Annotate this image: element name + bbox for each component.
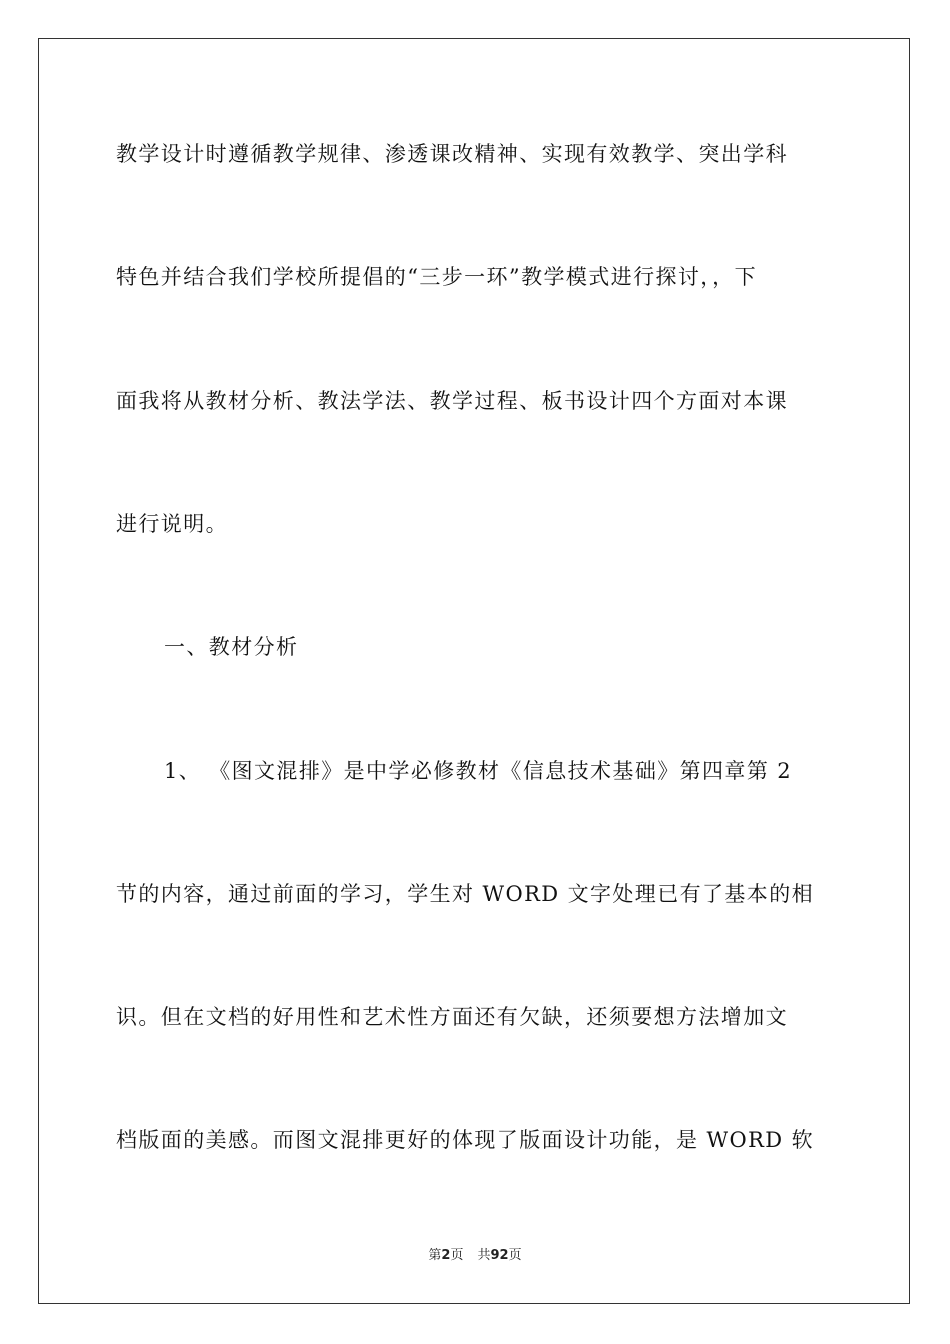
total-unit: 页 <box>508 1248 522 1263</box>
total-prefix: 共 <box>477 1248 491 1263</box>
body-line-6: 1、 《图文混排》是中学必修教材《信息技术基础》第四章第 2 <box>164 759 793 783</box>
body-line-9: 档版面的美感。而图文混排更好的体现了版面设计功能，是 WORD 软 <box>116 1128 814 1152</box>
page-border <box>38 38 910 1304</box>
page-current: 2 <box>441 1248 451 1263</box>
page-footer <box>0 1247 950 1265</box>
body-line-2: 特色并结合我们学校所提倡的“三步一环”教学模式进行探讨，，下 <box>116 265 757 289</box>
page-total: 92 <box>490 1248 509 1263</box>
body-line-7: 节的内容，通过前面的学习，学生对 WORD 文字处理已有了基本的相 <box>116 882 814 906</box>
page-unit: 页 <box>450 1248 464 1263</box>
body-line-4: 进行说明。 <box>116 512 228 536</box>
body-line-1: 教学设计时遵循教学规律、渗透课改精神、实现有效教学、突出学科 <box>116 142 788 166</box>
body-line-3: 面我将从教材分析、教法学法、教学过程、板书设计四个方面对本课 <box>116 389 788 413</box>
page-prefix: 第 <box>428 1248 442 1263</box>
section-heading: 一、教材分析 <box>164 635 299 659</box>
body-line-8: 识。但在文档的好用性和艺术性方面还有欠缺，还须要想方法增加文 <box>116 1005 788 1029</box>
